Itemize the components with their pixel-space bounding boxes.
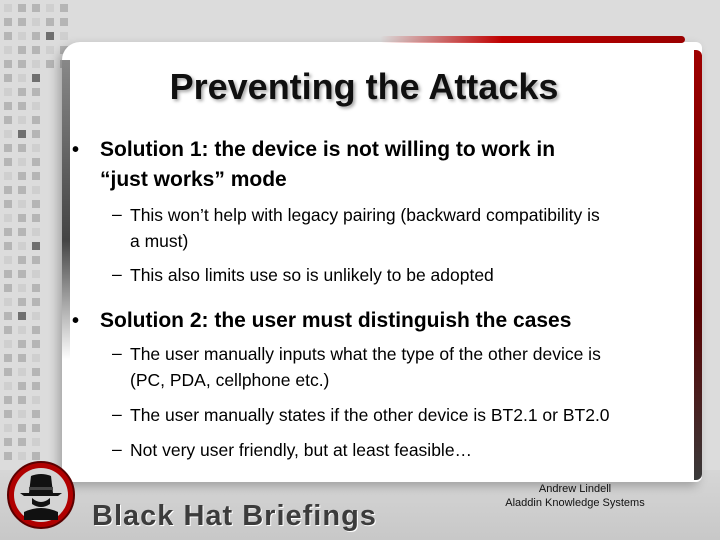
- grid-square: [18, 74, 26, 82]
- grid-square: [18, 46, 26, 54]
- grid-square: [60, 4, 68, 12]
- grid-square: [32, 228, 40, 236]
- grid-square: [32, 270, 40, 278]
- grid-square: [60, 32, 68, 40]
- grid-square: [4, 116, 12, 124]
- bullet-1-line-1: Solution 1: the device is not willing to work in: [100, 138, 556, 161]
- grid-square: [4, 88, 12, 96]
- grid-square: [32, 200, 40, 208]
- grid-square: [18, 298, 26, 306]
- slide-title: Preventing the Attacks: [169, 66, 559, 107]
- grid-square: [4, 368, 12, 376]
- grid-square: [4, 46, 12, 54]
- grid-square: [32, 410, 40, 418]
- grid-square: [32, 424, 40, 432]
- grid-square: [18, 410, 26, 418]
- grid-square: [32, 172, 40, 180]
- grid-square: [18, 130, 26, 138]
- grid-square: [18, 368, 26, 376]
- grid-square: [46, 4, 54, 12]
- bullet-marker: •: [72, 310, 80, 332]
- grid-square: [32, 452, 40, 460]
- panel-right-accent: [694, 50, 702, 480]
- author-credit: [470, 482, 680, 510]
- grid-square: [32, 368, 40, 376]
- grid-square: [18, 32, 26, 40]
- sub-bullet-marker: –: [112, 439, 122, 459]
- grid-square: [18, 116, 26, 124]
- grid-square: [32, 18, 40, 26]
- bullet-1-sub-1-line-2: a must): [130, 231, 189, 251]
- grid-square: [4, 284, 12, 292]
- grid-square: [18, 340, 26, 348]
- grid-square: [4, 452, 12, 460]
- sub-bullet-marker: –: [112, 204, 122, 224]
- grid-square: [18, 228, 26, 236]
- grid-square: [4, 60, 12, 68]
- grid-square: [4, 74, 12, 82]
- bullet-2-sub-1-line-1: The user manually inputs what the type of the other device is: [130, 344, 601, 364]
- grid-square: [32, 102, 40, 110]
- grid-square: [18, 270, 26, 278]
- sub-bullet-marker: –: [112, 264, 122, 284]
- grid-square: [32, 214, 40, 222]
- grid-square: [4, 312, 12, 320]
- grid-square: [32, 32, 40, 40]
- decorative-square-grid: [0, 0, 70, 470]
- grid-square: [32, 130, 40, 138]
- grid-square: [32, 438, 40, 446]
- grid-square: [18, 200, 26, 208]
- grid-square: [4, 18, 12, 26]
- grid-square: [4, 396, 12, 404]
- grid-square: [4, 158, 12, 166]
- grid-square: [4, 354, 12, 362]
- grid-square: [18, 158, 26, 166]
- grid-square: [4, 298, 12, 306]
- grid-square: [32, 256, 40, 264]
- grid-square: [18, 452, 26, 460]
- grid-square: [32, 4, 40, 12]
- grid-square: [18, 4, 26, 12]
- sub-bullet-marker: –: [112, 404, 122, 424]
- grid-square: [18, 88, 26, 96]
- grid-square: [18, 354, 26, 362]
- grid-square: [4, 172, 12, 180]
- grid-square: [4, 4, 12, 12]
- grid-square: [18, 312, 26, 320]
- grid-square: [4, 326, 12, 334]
- grid-square: [4, 424, 12, 432]
- bullet-1-sub-2-line-1: This also limits use so is unlikely to be adopted: [130, 265, 494, 285]
- grid-square: [4, 32, 12, 40]
- grid-square: [60, 18, 68, 26]
- grid-square: [18, 382, 26, 390]
- grid-square: [4, 144, 12, 152]
- bullet-1-sub-1-line-1: This won’t help with legacy pairing (backward compatibility is: [130, 205, 600, 225]
- grid-square: [32, 382, 40, 390]
- grid-square: [18, 424, 26, 432]
- grid-square: [32, 298, 40, 306]
- grid-square: [32, 284, 40, 292]
- author-organization: Aladdin Knowledge Systems: [505, 497, 645, 509]
- grid-square: [46, 46, 54, 54]
- grid-square: [32, 312, 40, 320]
- bullet-1-line-2: “just works” mode: [100, 168, 287, 191]
- grid-square: [18, 102, 26, 110]
- grid-square: [4, 270, 12, 278]
- black-hat-logo-icon: [6, 460, 76, 530]
- grid-square: [32, 144, 40, 152]
- grid-square: [32, 242, 40, 250]
- grid-square: [18, 172, 26, 180]
- grid-square: [18, 186, 26, 194]
- bullet-2-line-1: Solution 2: the user must distinguish the cases: [100, 309, 572, 332]
- grid-square: [4, 228, 12, 236]
- grid-square: [46, 18, 54, 26]
- grid-square: [4, 410, 12, 418]
- grid-square: [18, 256, 26, 264]
- grid-square: [18, 144, 26, 152]
- bullet-2-sub-3-line-1: Not very user friendly, but at least feasible…: [130, 440, 473, 460]
- grid-square: [4, 256, 12, 264]
- grid-square: [32, 60, 40, 68]
- grid-square: [32, 326, 40, 334]
- grid-square: [4, 242, 12, 250]
- grid-square: [46, 60, 54, 68]
- sub-bullet-marker: –: [112, 343, 122, 363]
- grid-square: [18, 326, 26, 334]
- grid-square: [32, 186, 40, 194]
- bullet-marker: •: [72, 139, 80, 161]
- bullet-2-sub-2-line-1: The user manually states if the other device is BT2.1 or BT2.0: [130, 405, 610, 425]
- grid-square: [4, 438, 12, 446]
- grid-square: [4, 200, 12, 208]
- grid-square: [4, 186, 12, 194]
- grid-square: [4, 102, 12, 110]
- grid-square: [18, 284, 26, 292]
- grid-square: [18, 18, 26, 26]
- grid-square: [18, 438, 26, 446]
- grid-square: [32, 46, 40, 54]
- grid-square: [4, 382, 12, 390]
- grid-square: [18, 242, 26, 250]
- brand-wordmark: Black Hat Briefings: [92, 500, 377, 532]
- grid-square: [32, 158, 40, 166]
- grid-square: [18, 214, 26, 222]
- bullet-2-sub-1-line-2: (PC, PDA, cellphone etc.): [130, 370, 330, 390]
- grid-square: [4, 214, 12, 222]
- author-name: Andrew Lindell: [538, 483, 612, 495]
- panel-top-accent: [380, 36, 685, 43]
- grid-square: [32, 116, 40, 124]
- grid-square: [4, 340, 12, 348]
- grid-square: [46, 32, 54, 40]
- grid-square: [18, 60, 26, 68]
- grid-square: [32, 88, 40, 96]
- grid-square: [18, 396, 26, 404]
- grid-square: [32, 340, 40, 348]
- grid-square: [32, 396, 40, 404]
- grid-square: [32, 74, 40, 82]
- grid-square: [4, 130, 12, 138]
- grid-square: [32, 354, 40, 362]
